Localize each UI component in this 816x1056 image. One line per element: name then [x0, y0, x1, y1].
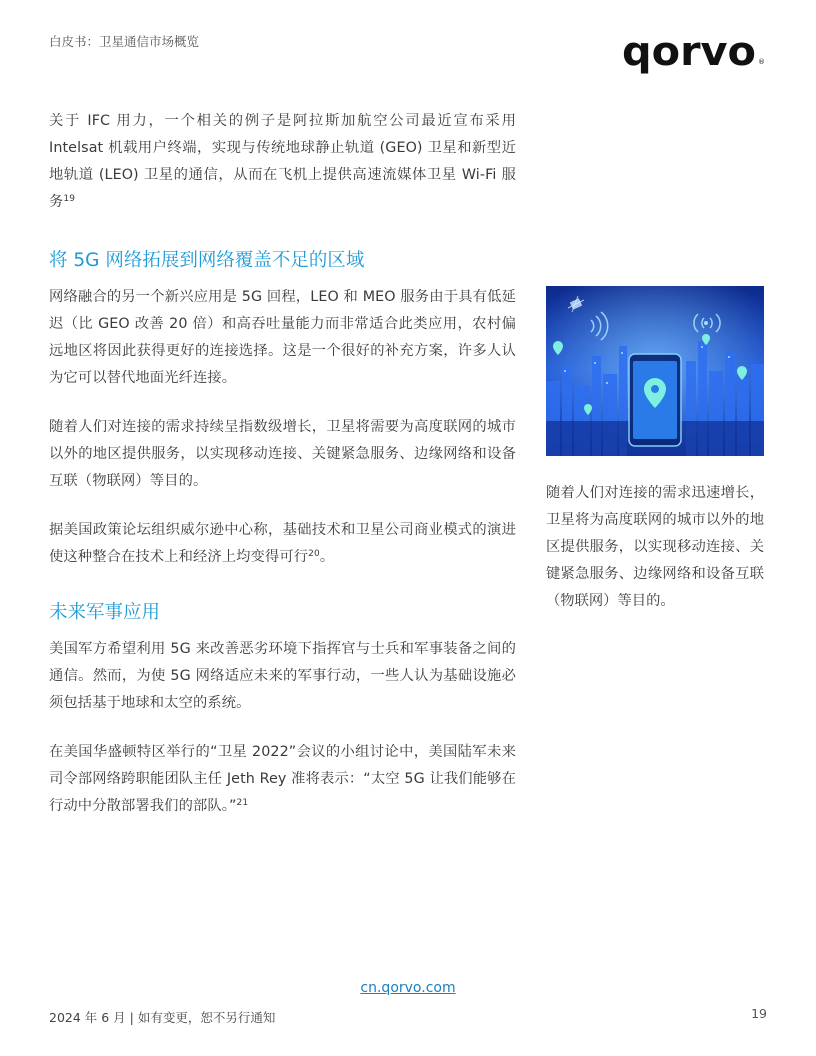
footnote-ref-20: 20	[308, 549, 320, 559]
section1-paragraph-3-text: 据美国政策论坛组织威尔逊中心称，基础技术和卫星公司商业模式的演进使这种整合在技术上和经济上均变得可行	[49, 522, 516, 565]
registered-mark-icon: ®	[758, 58, 765, 66]
intro-paragraph	[49, 108, 516, 216]
section2-paragraph-2-text: 在美国华盛顿特区举行的“卫星 2022”会议的小组讨论中，美国陆军未来司令部网络跨职能团队主任 Jeth Rey 准将表示：“太空 5G 让我们能够在行动中分散部署我们的部队。”	[49, 744, 516, 814]
footnote-ref-19: 19	[63, 194, 76, 204]
section1-paragraph-2: 随着人们对连接的需求持续呈指数级增长，卫星将需要为高度联网的城市以外的地区提供服务，以实现移动连接、关键紧急服务、边缘网络和设备互联（物联网）等目的。	[49, 419, 516, 489]
logo-wordmark: qorvo	[622, 34, 756, 74]
section2-paragraph-1: 美国军方希望利用 5G 来改善恶劣环境下指挥官与士兵和军事装备之间的通信。然而，为使 5G 网络适应未来的军事行动，一些人认为基础设施必须包括基于地球和太空的系统。	[49, 641, 516, 711]
qorvo-logo	[622, 34, 768, 74]
section1-paragraph-3	[49, 517, 516, 571]
section1-paragraph-3-end: 。	[319, 549, 335, 565]
section-heading-5g-coverage: 将 5G 网络拓展到网络覆盖不足的区域	[49, 250, 365, 271]
website-link[interactable]: cn.qorvo.com	[360, 980, 456, 996]
main-column	[49, 108, 516, 820]
footer-date-notice: 2024 年 6 月 | 如有变更，恕不另行通知	[49, 1010, 276, 1025]
section2-paragraph-2	[49, 739, 516, 820]
section1-paragraph-1: 网络融合的另一个新兴应用是 5G 回程，LEO 和 MEO 服务由于具有低延迟（比 GEO 改善 20 倍）和高吞吐量能力而非常适合此类应用，农村偏远地区将因此获得更好的连接选择。这是一个很好的补充方案，许多人认为它可以替代地面光纤连接。	[49, 289, 516, 386]
image-caption: 随着人们对连接的需求迅速增长，卫星将为高度联网的城市以外的地区提供服务，以实现移动连接、关键紧急服务、边缘网络和设备互联（物联网）等目的。	[546, 485, 764, 609]
city-network-image	[546, 286, 764, 456]
page-number: 19	[751, 1006, 767, 1021]
intro-text: 关于 IFC 用力，一个相关的例子是阿拉斯加航空公司最近宣布采用 Intelsat 机载用户终端，实现与传统地球静止轨道 (GEO) 卫星和新型近地轨道 (LEO) 卫星的通信，从而在飞机上提供高速流媒体卫星 Wi-Fi 服务	[49, 113, 516, 210]
document-header-title: 白皮书：卫星通信市场概览	[49, 34, 200, 49]
section-heading-military: 未来军事应用	[49, 602, 161, 623]
footnote-ref-21: 21	[236, 798, 249, 808]
connected-city-illustration	[546, 286, 764, 456]
